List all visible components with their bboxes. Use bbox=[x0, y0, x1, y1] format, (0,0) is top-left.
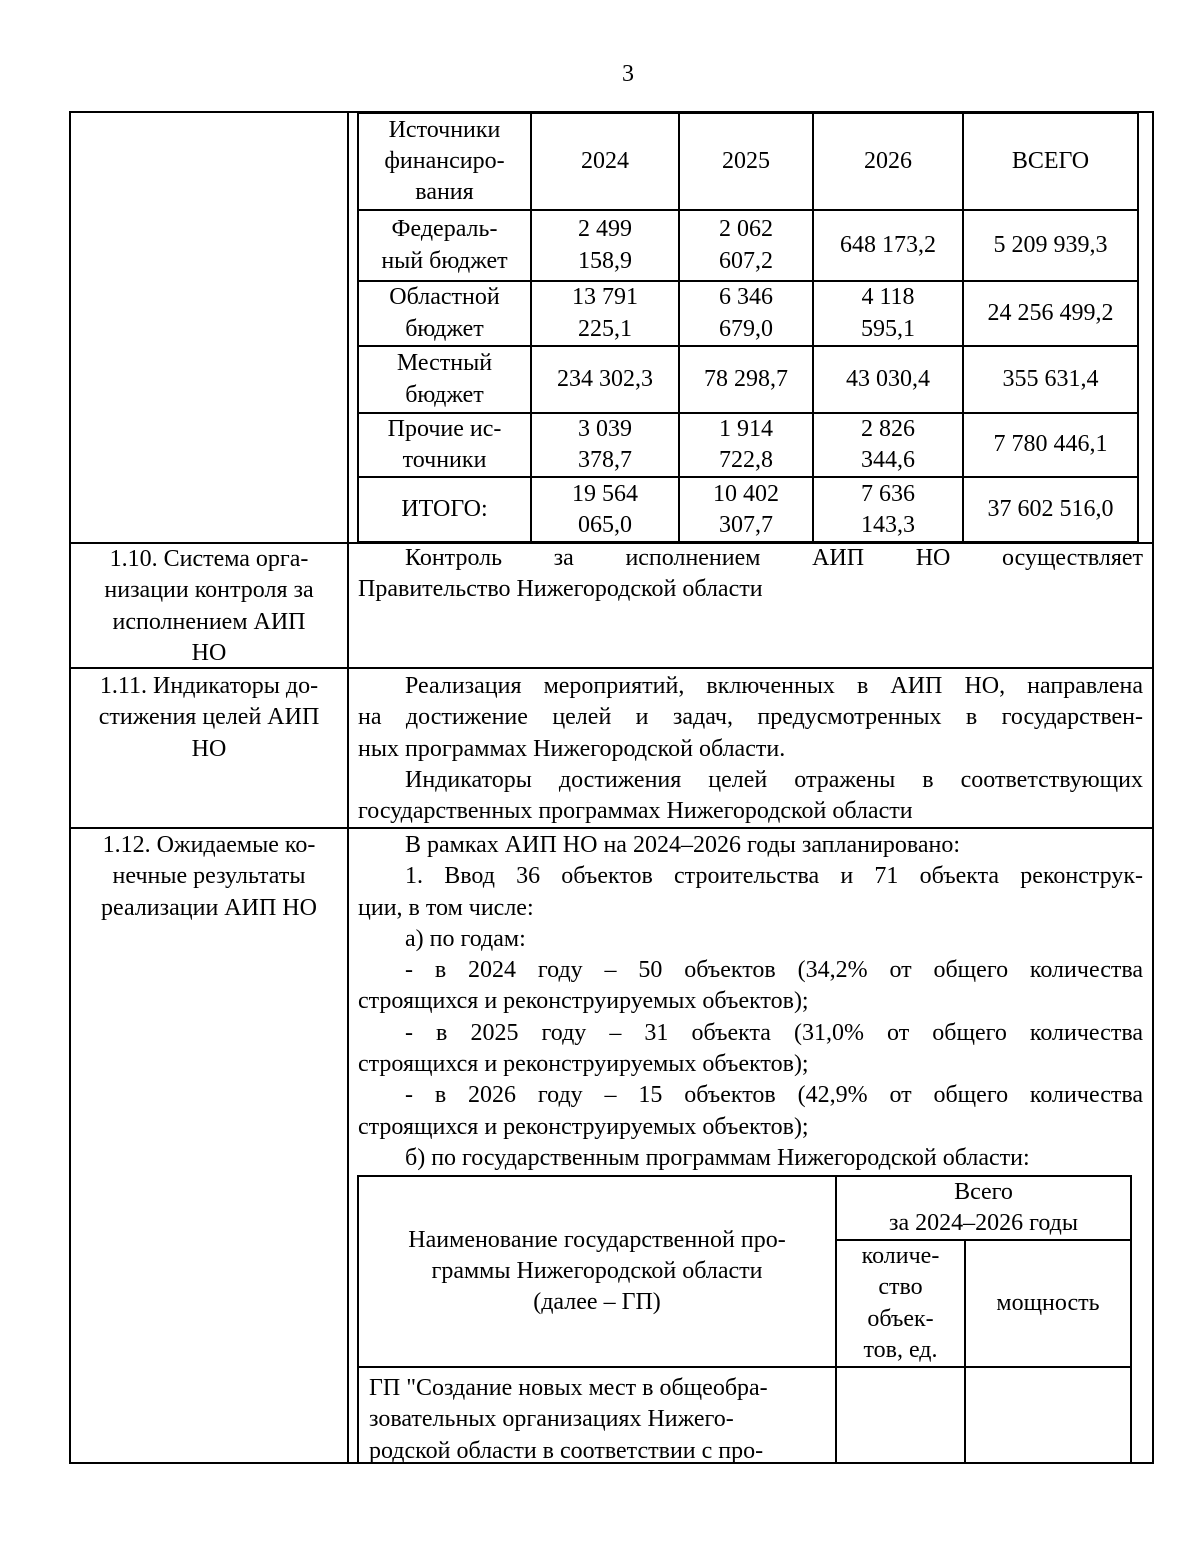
cell-line: ный бюджет bbox=[381, 247, 508, 274]
cell-line: Всего bbox=[954, 1178, 1013, 1205]
cell-line: 2024 bbox=[581, 147, 629, 174]
financing-row-2025 bbox=[679, 281, 813, 346]
cell-line: (далее – ГП) bbox=[533, 1289, 661, 1316]
section-1-12-label bbox=[70, 830, 348, 924]
cell-line: Источники bbox=[388, 116, 501, 143]
cell-line: 355 631,4 bbox=[1002, 365, 1099, 392]
label-line: 1.10. Система орга- bbox=[109, 546, 309, 572]
content-line: - в 2024 году – 50 объектов (34,2% от общего количества bbox=[405, 957, 1143, 984]
cell-line: Наименование государственной про- bbox=[408, 1226, 786, 1253]
financing-header-2025 bbox=[679, 113, 813, 210]
cell-line: 158,9 bbox=[578, 247, 632, 274]
content-line: В рамках АИП НО на 2024–2026 годы запланировано: bbox=[405, 832, 960, 858]
cell-line: 3 039 bbox=[578, 415, 632, 442]
financing-row-source bbox=[358, 477, 531, 543]
programs-header-total-group bbox=[836, 1176, 1131, 1240]
content-line: - в 2025 году – 31 объекта (31,0% от общего количества bbox=[405, 1019, 1143, 1046]
cell-line: ство bbox=[878, 1274, 923, 1301]
financing-row-total bbox=[963, 210, 1138, 281]
financing-row-2025 bbox=[679, 210, 813, 281]
financing-row-2024 bbox=[531, 413, 679, 477]
cell-line: 37 602 516,0 bbox=[987, 496, 1114, 523]
financing-row-source bbox=[358, 346, 531, 413]
financing-row-2025 bbox=[679, 346, 813, 413]
label-line: низации контроля за bbox=[104, 577, 314, 604]
financing-header-2026 bbox=[813, 113, 963, 210]
cell-line: 2 826 bbox=[861, 415, 915, 442]
section-1-12-content bbox=[358, 830, 1143, 1174]
label-line: НО bbox=[191, 639, 227, 666]
content-line: строящихся и реконструируемых объектов); bbox=[358, 1051, 809, 1078]
financing-row-2026 bbox=[813, 281, 963, 346]
cell-line: 78 298,7 bbox=[704, 365, 788, 392]
financing-row-2025 bbox=[679, 477, 813, 543]
financing-row-source bbox=[358, 210, 531, 281]
content-line: строящихся и реконструируемых объектов); bbox=[358, 988, 809, 1015]
programs-header-name bbox=[358, 1176, 836, 1367]
cell-line: бюджет bbox=[405, 381, 484, 408]
cell-line: 595,1 bbox=[861, 315, 915, 342]
cell-line: Местный bbox=[396, 350, 493, 377]
financing-row-2024 bbox=[531, 346, 679, 413]
financing-header-source bbox=[358, 113, 531, 210]
cell-line: 225,1 bbox=[578, 315, 632, 342]
cell-line: 13 791 bbox=[572, 284, 638, 311]
content-line: государственных программах Нижегородской области bbox=[358, 798, 913, 825]
cell-line: 2 062 bbox=[719, 216, 773, 243]
cell-line: 2025 bbox=[722, 147, 770, 174]
cell-line: количе- bbox=[861, 1242, 940, 1269]
cell-line: ГП "Создание новых мест в общеобра- bbox=[369, 1375, 768, 1401]
cell-line: 679,0 bbox=[719, 315, 773, 342]
cell-line: мощность bbox=[996, 1289, 1100, 1316]
cell-line: 344,6 bbox=[861, 447, 915, 473]
programs-row-name bbox=[369, 1373, 831, 1467]
cell-line: точники bbox=[402, 447, 487, 473]
cell-line: Федераль- bbox=[391, 216, 498, 243]
content-line: строящихся и реконструируемых объектов); bbox=[358, 1113, 809, 1140]
programs-row-capacity bbox=[965, 1367, 1131, 1463]
financing-row-2026 bbox=[813, 477, 963, 543]
cell-line: 234 302,3 bbox=[557, 365, 653, 392]
section-1-11-label bbox=[70, 671, 348, 765]
cell-line: за 2024–2026 годы bbox=[888, 1210, 1079, 1236]
financing-row-2026 bbox=[813, 413, 963, 477]
content-line: а) по годам: bbox=[405, 925, 526, 952]
content-line: ных программах Нижегородской области. bbox=[358, 735, 786, 762]
cell-line: объек- bbox=[867, 1305, 934, 1332]
cell-line: 5 209 939,3 bbox=[993, 231, 1108, 258]
cell-line: 19 564 bbox=[572, 480, 638, 507]
financing-header-total bbox=[963, 113, 1138, 210]
financing-row-2025 bbox=[679, 413, 813, 477]
cell-line: финансиро- bbox=[384, 147, 505, 174]
cell-line: граммы Нижегородской области bbox=[431, 1257, 763, 1284]
label-line: реализации АИП НО bbox=[101, 894, 317, 921]
financing-row-total bbox=[963, 413, 1138, 477]
content-line: 1. Ввод 36 объектов строительства и 71 объекта реконструк- bbox=[405, 863, 1143, 890]
content-line: Контроль за исполнением АИП НО осуществляет bbox=[405, 545, 1143, 571]
label-line: НО bbox=[191, 735, 227, 762]
financing-row-2024 bbox=[531, 477, 679, 543]
financing-row-2024 bbox=[531, 210, 679, 281]
cell-line: родской области в соответствии с про- bbox=[369, 1437, 764, 1464]
cell-line: 10 402 bbox=[713, 480, 779, 507]
section-1-10-content bbox=[358, 543, 1143, 606]
cell-line: 2026 bbox=[864, 147, 912, 174]
cell-line: 7 780 446,1 bbox=[993, 431, 1108, 458]
cell-line: 1 914 bbox=[719, 415, 773, 442]
outer-column-divider bbox=[347, 111, 349, 1464]
label-line: нечные результаты bbox=[112, 863, 306, 890]
cell-line: бюджет bbox=[405, 315, 484, 342]
cell-line: тов, ед. bbox=[863, 1336, 938, 1363]
cell-line: Областной bbox=[389, 284, 500, 311]
content-line: Индикаторы достижения целей отражены в соответствующих bbox=[405, 766, 1143, 793]
programs-header-capacity bbox=[965, 1240, 1131, 1367]
content-line: - в 2026 году – 15 объектов (42,9% от общего количества bbox=[405, 1082, 1143, 1109]
cell-line: 24 256 499,2 bbox=[987, 299, 1114, 326]
financing-row-total bbox=[963, 346, 1138, 413]
outer-border-right bbox=[1152, 111, 1154, 1464]
cell-line: 648 173,2 bbox=[840, 231, 936, 258]
section-1-10-label bbox=[70, 544, 348, 669]
content-line: б) по государственным программам Нижегородской области: bbox=[405, 1144, 1030, 1171]
financing-row-2024 bbox=[531, 281, 679, 346]
cell-line: ИТОГО: bbox=[401, 496, 488, 523]
financing-row-2026 bbox=[813, 210, 963, 281]
cell-line: 6 346 bbox=[719, 284, 773, 311]
label-line: 1.12. Ожидаемые ко- bbox=[102, 832, 316, 858]
label-line: 1.11. Индикаторы до- bbox=[99, 673, 319, 699]
cell-line: 2 499 bbox=[578, 216, 632, 243]
content-line: на достижение целей и задач, предусмотренных в государствен- bbox=[358, 704, 1143, 731]
cell-line: 378,7 bbox=[578, 447, 632, 473]
financing-row-source bbox=[358, 281, 531, 346]
content-line: Реализация мероприятий, включенных в АИП НО, направлена bbox=[405, 673, 1143, 699]
programs-row-count bbox=[836, 1367, 965, 1463]
label-line: стижения целей АИП bbox=[98, 704, 320, 731]
financing-row-2026 bbox=[813, 346, 963, 413]
cell-line: 722,8 bbox=[719, 447, 773, 473]
cell-line: ВСЕГО bbox=[1011, 147, 1090, 174]
cell-line: Прочие ис- bbox=[387, 415, 502, 442]
section-1-11-content bbox=[358, 671, 1143, 827]
financing-row-total bbox=[963, 281, 1138, 346]
programs-header-count bbox=[836, 1240, 965, 1367]
financing-header-2024 bbox=[531, 113, 679, 210]
cell-line: 143,3 bbox=[861, 512, 915, 538]
financing-row-source bbox=[358, 413, 531, 477]
cell-line: 065,0 bbox=[578, 512, 632, 538]
cell-line: 607,2 bbox=[719, 247, 773, 274]
cell-line: 307,7 bbox=[719, 512, 773, 538]
financing-row-total bbox=[963, 477, 1138, 543]
content-line: Правительство Нижегородской области bbox=[358, 576, 763, 603]
cell-line: вания bbox=[415, 179, 474, 206]
outer-border-left bbox=[69, 111, 71, 1464]
cell-line: 7 636 bbox=[861, 480, 915, 507]
content-line: ции, в том числе: bbox=[358, 894, 534, 921]
cell-line: зовательных организациях Нижего- bbox=[369, 1406, 734, 1433]
cell-line: 4 118 bbox=[861, 284, 915, 311]
cell-line: 43 030,4 bbox=[846, 365, 930, 392]
page-number: 3 bbox=[622, 61, 634, 87]
label-line: исполнением АИП bbox=[112, 608, 306, 635]
